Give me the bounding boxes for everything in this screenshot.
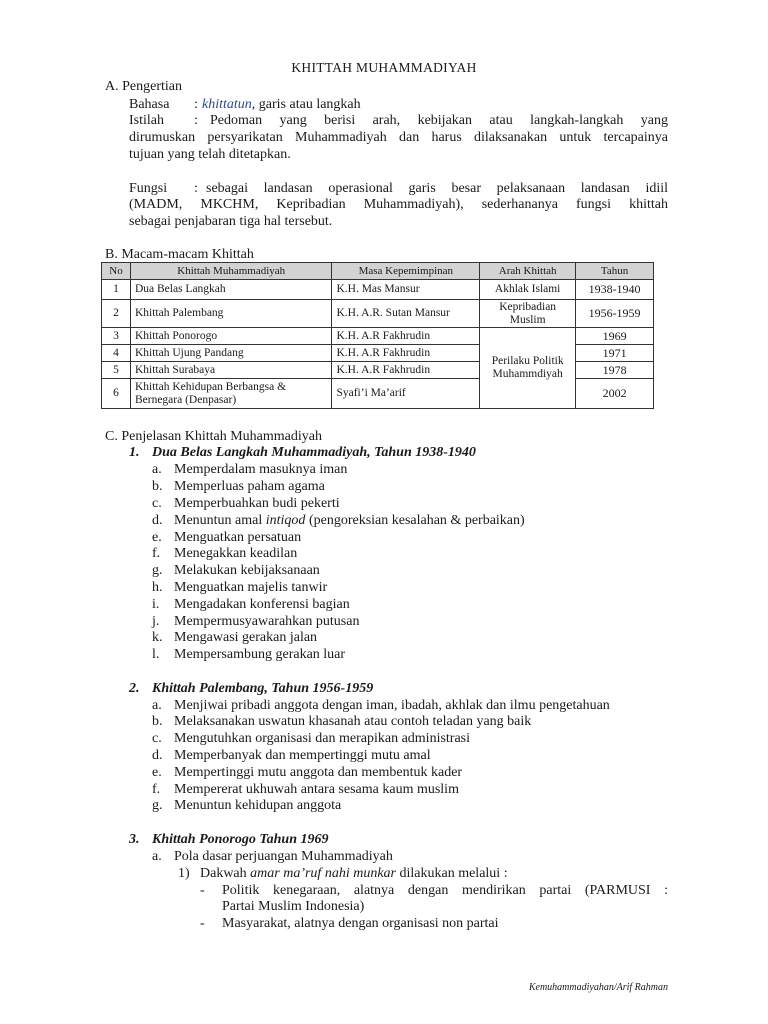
bahasa-definition: [202, 96, 361, 113]
list-item-letter: c.: [152, 731, 162, 746]
sub3-a-text: Pola dasar perjuangan Muhammadiyah: [174, 849, 393, 864]
sub3-one-number: 1): [178, 866, 190, 881]
list-item-letter: k.: [152, 630, 163, 645]
list-item-letter: f.: [152, 546, 161, 561]
list-item: Menguatkan persatuan: [174, 530, 302, 545]
section-a-heading: A. Pengertian: [105, 79, 182, 94]
list-item-letter: i.: [152, 597, 160, 612]
fungsi-line-2: (MADM, MKCHM, Kepribadian Muhammadiyah), sederhananya fungsi khittah: [129, 197, 668, 212]
list-item: Melakukan kebijaksanaan: [174, 563, 320, 578]
cell-no: 4: [102, 345, 131, 362]
cell-masa: K.H. A.R Fakhrudin: [332, 362, 480, 379]
list-item-letter: e.: [152, 765, 162, 780]
fungsi-line-3: sebagai penjabaran tiga hal tersebut.: [129, 214, 333, 229]
istilah-line-2: dirumuskan persyarikatan Muhammadiyah dan harus dilaksanakan untuk tercapainya: [129, 130, 668, 145]
cell-arah: Kepribadian Muslim: [480, 300, 576, 328]
cell-masa: K.H. A.R Fakhrudin: [332, 345, 480, 362]
header-masa: Masa Kepemimpinan: [332, 263, 480, 280]
cell-khittah: Khittah Ujung Pandang: [130, 345, 332, 362]
sub3-a-letter: a.: [152, 849, 162, 864]
list-item: Mengutuhkan organisasi dan merapikan administrasi: [174, 731, 471, 746]
cell-arah: Akhlak Islami: [480, 280, 576, 300]
khittah-table: [101, 262, 654, 409]
item-text-pre: Menuntun amal: [174, 513, 266, 528]
cell-masa: K.H. Mas Mansur: [332, 280, 480, 300]
table-row: [102, 280, 654, 300]
list-item: Mempererat ukhuwah antara sesama kaum muslim: [174, 782, 459, 797]
list-item: Mempermusyawarahkan putusan: [174, 614, 360, 629]
bahasa-label: Bahasa: [129, 97, 170, 112]
dash1-mark: -: [200, 883, 205, 898]
cell-khittah: Khittah Kehidupan Berbangsa & Bernegara (Denpasar): [130, 379, 332, 409]
dash2-text: Masyarakat, alatnya dengan organisasi non partai: [222, 916, 499, 931]
header-no: No: [102, 263, 131, 280]
list-item-letter: d.: [152, 513, 163, 528]
item-text-post: (pengoreksian kesalahan & perbaikan): [305, 513, 525, 528]
cell-tahun: 1956-1959: [576, 300, 654, 328]
sub1-number: 1.: [129, 445, 140, 460]
document-title: KHITTAH MUHAMMADIYAH: [291, 60, 477, 75]
cell-masa: Syafi’i Ma’arif: [332, 379, 480, 409]
header-arah: Arah Khittah: [480, 263, 576, 280]
list-item: [174, 512, 525, 529]
cell-no: 2: [102, 300, 131, 328]
cell-no: 5: [102, 362, 131, 379]
list-item: Mempertinggi mutu anggota dan membentuk kader: [174, 765, 463, 780]
list-item-letter: h.: [152, 580, 163, 595]
header-tahun: Tahun: [576, 263, 654, 280]
header-khittah: Khittah Muhammadiyah: [130, 263, 332, 280]
sub1-title: Dua Belas Langkah Muhammadiyah, Tahun 1938-1940: [152, 445, 476, 460]
bahasa-term: khittatun: [202, 97, 252, 112]
istilah-label: Istilah: [129, 113, 164, 128]
sub2-title: Khittah Palembang, Tahun 1956-1959: [152, 681, 374, 696]
one-text-post: dilakukan melalui :: [396, 866, 508, 881]
list-item-letter: b.: [152, 479, 163, 494]
list-item: Mengawasi gerakan jalan: [174, 630, 318, 645]
dash1-line-2: Partai Muslim Indonesia): [222, 899, 365, 914]
list-item-letter: g.: [152, 563, 163, 578]
list-item-letter: b.: [152, 714, 163, 729]
list-item: Memperdalam masuknya iman: [174, 462, 348, 477]
cell-tahun: 1938-1940: [576, 280, 654, 300]
fungsi-line-1: sebagai landasan operasional garis besar pelaksanaan landasan idiil: [206, 181, 668, 196]
cell-khittah: Khittah Ponorogo: [130, 328, 332, 345]
cell-tahun: 1969: [576, 328, 654, 345]
istilah-separator: :: [194, 113, 198, 128]
bahasa-rest: , garis atau langkah: [251, 97, 361, 112]
sub3-one-text: [200, 865, 508, 882]
list-item-letter: c.: [152, 496, 162, 511]
list-item-letter: f.: [152, 782, 161, 797]
sub2-number: 2.: [129, 681, 140, 696]
list-item: Mempersambung gerakan luar: [174, 647, 346, 662]
cell-no: 6: [102, 379, 131, 409]
footer-text: Kemuhammadiyahan/Arif Rahman: [528, 982, 668, 993]
list-item-letter: a.: [152, 462, 162, 477]
cell-arah-merged: Perilaku Politik Muhammdiyah: [480, 328, 576, 409]
sub3-number: 3.: [129, 832, 140, 847]
istilah-line-3: tujuan yang telah ditetapkan.: [129, 147, 291, 162]
list-item: Memperbanyak dan mempertinggi mutu amal: [174, 748, 431, 763]
section-c-heading: C. Penjelasan Khittah Muhammadiyah: [105, 429, 322, 444]
list-item: Menegakkan keadilan: [174, 546, 298, 561]
cell-masa: K.H. A.R Fakhrudin: [332, 328, 480, 345]
list-item: Menguatkan majelis tanwir: [174, 580, 328, 595]
list-item: Mengadakan konferensi bagian: [174, 597, 350, 612]
list-item: Menjiwai pribadi anggota dengan iman, ibadah, akhlak dan ilmu pengetahuan: [174, 698, 610, 713]
list-item-letter: a.: [152, 698, 162, 713]
list-item: Memperbuahkan budi pekerti: [174, 496, 340, 511]
fungsi-label: Fungsi: [129, 181, 168, 196]
cell-tahun: 1971: [576, 345, 654, 362]
list-item-letter: g.: [152, 798, 163, 813]
bahasa-separator: :: [194, 97, 198, 112]
list-item: Melaksanakan uswatun khasanah atau contoh teladan yang baik: [174, 714, 532, 729]
item-text-italic: intiqod: [265, 513, 306, 528]
cell-tahun: 1978: [576, 362, 654, 379]
fungsi-separator: :: [194, 181, 198, 196]
cell-no: 3: [102, 328, 131, 345]
sub3-title: Khittah Ponorogo Tahun 1969: [152, 832, 329, 847]
one-text-pre: Dakwah: [200, 866, 251, 881]
istilah-line-1: Pedoman yang berisi arah, kebijakan atau langkah-langkah yang: [210, 113, 668, 128]
table-row: [102, 328, 654, 345]
list-item-letter: d.: [152, 748, 163, 763]
list-item-letter: l.: [152, 647, 160, 662]
table-header-row: [102, 263, 654, 280]
dash2-mark: -: [200, 916, 205, 931]
section-b-heading: B. Macam-macam Khittah: [105, 247, 254, 262]
cell-tahun: 2002: [576, 379, 654, 409]
cell-no: 1: [102, 280, 131, 300]
table-row: [102, 300, 654, 328]
cell-khittah: Khittah Surabaya: [130, 362, 332, 379]
list-item: Menuntun kehidupan anggota: [174, 798, 342, 813]
one-text-italic: amar ma’ruf nahi munkar: [250, 866, 396, 881]
list-item: Memperluas paham agama: [174, 479, 325, 494]
list-item-letter: j.: [152, 614, 160, 629]
dash1-line-1: Politik kenegaraan, alatnya dengan mendirikan partai (PARMUSI :: [222, 883, 668, 898]
cell-masa: K.H. A.R. Sutan Mansur: [332, 300, 480, 328]
list-item-letter: e.: [152, 530, 162, 545]
cell-khittah: Khittah Palembang: [130, 300, 332, 328]
cell-khittah: Dua Belas Langkah: [130, 280, 332, 300]
